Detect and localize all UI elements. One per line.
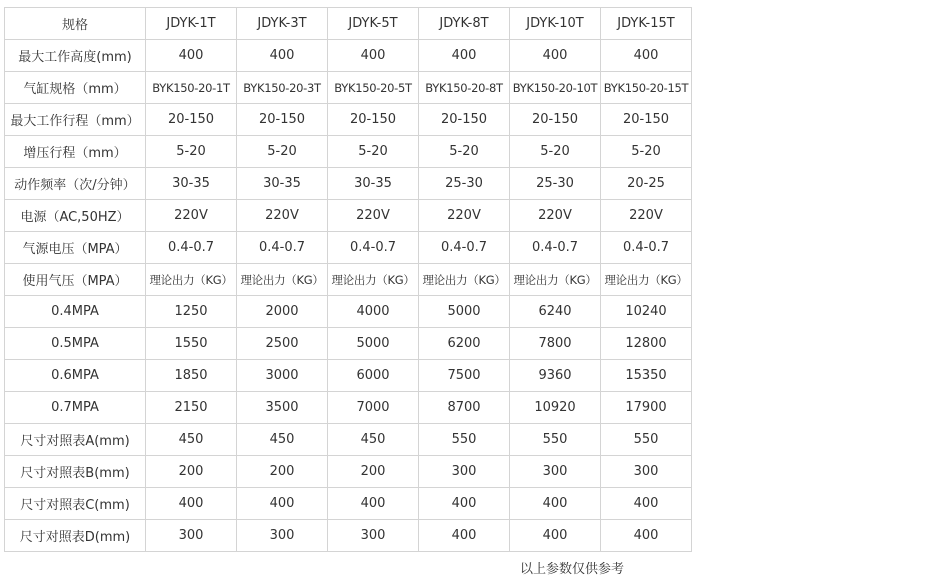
table-cell: 400 [510, 488, 601, 520]
table-row [5, 168, 692, 200]
header-cell-model: JDYK-5T [328, 8, 419, 40]
table-cell: 400 [328, 40, 419, 72]
table-cell: 20-25 [601, 168, 692, 200]
table-row [5, 264, 692, 296]
header-cell-model: JDYK-1T [146, 8, 237, 40]
row-label-cell: 尺寸对照表A(mm) [5, 424, 146, 456]
table-cell: 220V [237, 200, 328, 232]
table-cell: 理论出力（KG） [146, 264, 237, 296]
table-cell: 6000 [328, 360, 419, 392]
table-cell: 300 [510, 456, 601, 488]
table-cell: 400 [237, 40, 328, 72]
table-cell: 6200 [419, 328, 510, 360]
table-cell: 400 [601, 520, 692, 552]
header-cell-model: JDYK-8T [419, 8, 510, 40]
table-cell: BYK150-20-8T [419, 72, 510, 104]
table-cell: 2150 [146, 392, 237, 424]
table-cell: 5000 [419, 296, 510, 328]
table-cell: 2500 [237, 328, 328, 360]
header-cell-model: JDYK-15T [601, 8, 692, 40]
table-cell: 220V [419, 200, 510, 232]
table-cell: 20-150 [328, 104, 419, 136]
table-cell: 7500 [419, 360, 510, 392]
table-cell: 5-20 [146, 136, 237, 168]
table-cell: 理论出力（KG） [328, 264, 419, 296]
table-cell: 17900 [601, 392, 692, 424]
table-cell: 400 [146, 488, 237, 520]
table-cell: 1250 [146, 296, 237, 328]
table-cell: 300 [237, 520, 328, 552]
table-cell: 20-150 [510, 104, 601, 136]
table-row [5, 296, 692, 328]
table-cell: 450 [146, 424, 237, 456]
table-cell: 400 [419, 40, 510, 72]
row-label-cell: 气源电压（MPA） [5, 232, 146, 264]
row-label-cell: 最大工作行程（mm） [5, 104, 146, 136]
row-label-cell: 动作频率（次/分钟） [5, 168, 146, 200]
table-cell: 550 [510, 424, 601, 456]
table-cell: 12800 [601, 328, 692, 360]
table-cell: 200 [237, 456, 328, 488]
table-cell: 220V [328, 200, 419, 232]
spec-table [4, 7, 692, 552]
table-cell: 6240 [510, 296, 601, 328]
table-cell: 400 [419, 488, 510, 520]
row-label-cell: 电源（AC,50HZ） [5, 200, 146, 232]
table-cell: 300 [601, 456, 692, 488]
table-row [5, 200, 692, 232]
table-cell: 400 [510, 520, 601, 552]
table-cell: 400 [510, 40, 601, 72]
table-cell: 400 [601, 488, 692, 520]
table-header-row [5, 8, 692, 40]
table-cell: 30-35 [146, 168, 237, 200]
table-cell: 0.4-0.7 [601, 232, 692, 264]
table-cell: 理论出力（KG） [601, 264, 692, 296]
table-cell: BYK150-20-1T [146, 72, 237, 104]
row-label-cell: 0.5MPA [5, 328, 146, 360]
table-row [5, 488, 692, 520]
table-cell: 0.4-0.7 [328, 232, 419, 264]
row-label-cell: 0.6MPA [5, 360, 146, 392]
table-cell: 0.4-0.7 [237, 232, 328, 264]
header-cell-label: 规格 [5, 8, 146, 40]
table-cell: 9360 [510, 360, 601, 392]
table-cell: 5000 [328, 328, 419, 360]
table-cell: 10240 [601, 296, 692, 328]
row-label-cell: 尺寸对照表C(mm) [5, 488, 146, 520]
table-cell: 400 [601, 40, 692, 72]
row-label-cell: 使用气压（MPA） [5, 264, 146, 296]
table-cell: 450 [237, 424, 328, 456]
table-row [5, 520, 692, 552]
table-cell: 300 [328, 520, 419, 552]
table-cell: 3000 [237, 360, 328, 392]
row-label-cell: 气缸规格（mm） [5, 72, 146, 104]
table-cell: 0.4-0.7 [510, 232, 601, 264]
table-cell: BYK150-20-3T [237, 72, 328, 104]
table-cell: 8700 [419, 392, 510, 424]
header-cell-model: JDYK-3T [237, 8, 328, 40]
row-label-cell: 尺寸对照表D(mm) [5, 520, 146, 552]
row-label-cell: 尺寸对照表B(mm) [5, 456, 146, 488]
table-cell: 10920 [510, 392, 601, 424]
table-cell: BYK150-20-10T [510, 72, 601, 104]
table-cell: 550 [419, 424, 510, 456]
table-cell: 理论出力（KG） [510, 264, 601, 296]
table-cell: 20-150 [146, 104, 237, 136]
table-cell: 0.4-0.7 [419, 232, 510, 264]
table-cell: 5-20 [419, 136, 510, 168]
table-cell: 理论出力（KG） [419, 264, 510, 296]
table-cell: 300 [419, 456, 510, 488]
table-cell: 20-150 [419, 104, 510, 136]
table-cell: 5-20 [237, 136, 328, 168]
table-cell: 220V [146, 200, 237, 232]
table-cell: 4000 [328, 296, 419, 328]
table-row [5, 456, 692, 488]
table-cell: 5-20 [601, 136, 692, 168]
table-row [5, 136, 692, 168]
table-cell: 0.4-0.7 [146, 232, 237, 264]
table-row [5, 232, 692, 264]
table-cell: 15350 [601, 360, 692, 392]
table-cell: 7000 [328, 392, 419, 424]
table-cell: 400 [146, 40, 237, 72]
table-cell: 7800 [510, 328, 601, 360]
table-cell: 20-150 [601, 104, 692, 136]
table-cell: 理论出力（KG） [237, 264, 328, 296]
spec-table-body [5, 8, 692, 552]
table-cell: 200 [328, 456, 419, 488]
table-cell: 300 [146, 520, 237, 552]
table-cell: 220V [601, 200, 692, 232]
row-label-cell: 0.7MPA [5, 392, 146, 424]
table-cell: 450 [328, 424, 419, 456]
table-cell: 20-150 [237, 104, 328, 136]
table-cell: 5-20 [510, 136, 601, 168]
footer-note: 以上参数仅供参考 [520, 562, 625, 577]
table-row [5, 40, 692, 72]
table-cell: 1850 [146, 360, 237, 392]
table-row [5, 360, 692, 392]
table-cell: 30-35 [237, 168, 328, 200]
row-label-cell: 增压行程（mm） [5, 136, 146, 168]
table-cell: 1550 [146, 328, 237, 360]
table-row [5, 72, 692, 104]
table-row [5, 392, 692, 424]
table-cell: 25-30 [419, 168, 510, 200]
table-cell: 400 [328, 488, 419, 520]
table-row [5, 104, 692, 136]
table-cell: 30-35 [328, 168, 419, 200]
table-row [5, 328, 692, 360]
row-label-cell: 0.4MPA [5, 296, 146, 328]
table-cell: 3500 [237, 392, 328, 424]
table-cell: 400 [419, 520, 510, 552]
table-cell: 2000 [237, 296, 328, 328]
table-cell: 25-30 [510, 168, 601, 200]
row-label-cell: 最大工作高度(mm) [5, 40, 146, 72]
table-cell: 5-20 [328, 136, 419, 168]
table-row [5, 424, 692, 456]
table-cell: BYK150-20-15T [601, 72, 692, 104]
table-cell: 200 [146, 456, 237, 488]
table-cell: BYK150-20-5T [328, 72, 419, 104]
table-cell: 400 [237, 488, 328, 520]
header-cell-model: JDYK-10T [510, 8, 601, 40]
table-cell: 550 [601, 424, 692, 456]
table-cell: 220V [510, 200, 601, 232]
